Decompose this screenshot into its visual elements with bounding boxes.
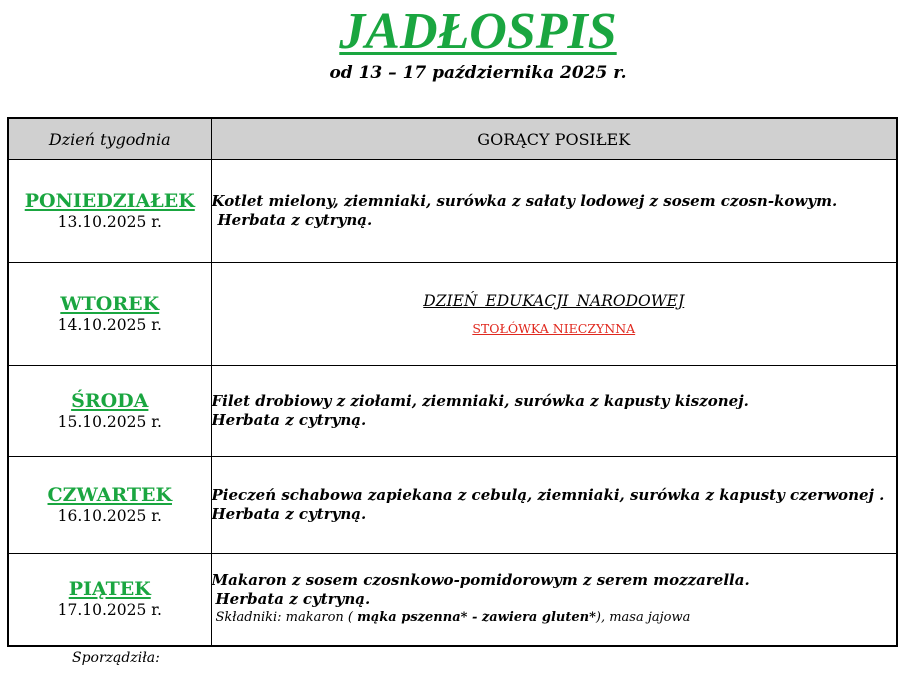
page-title: JADŁOSPIS <box>339 3 617 60</box>
meal-cell <box>211 457 897 554</box>
menu-table <box>7 117 898 647</box>
day-name: ŚRODA <box>71 390 149 412</box>
day-name: PIĄTEK <box>68 578 151 601</box>
meal-description: Filet drobiowy z ziołami, ziemniaki, surówka z kapusty kiszonej. <box>211 392 749 410</box>
meal-description: Kotlet mielony, ziemniaki, surówka z sałaty lodowej z sosem czosn-kowym. <box>211 192 838 210</box>
meal-cell <box>211 554 897 646</box>
holiday-title: DZIEŃ EDUKACJI NARODOWEJ <box>423 292 685 310</box>
table-row <box>8 554 897 646</box>
day-name: WTOREK <box>60 293 160 315</box>
meal-description: Pieczeń schabowa zapiekana z cebulą, ziemniaki, surówka z kapusty czerwonej . <box>211 486 885 504</box>
meal-description: Makaron z sosem czosnkowo-pomidorowym z serem mozzarella. <box>211 571 750 590</box>
ingredients-prefix: Składniki: makaron ( <box>215 610 358 626</box>
ingredients-suffix: ), masa jajowa <box>595 610 691 626</box>
day-name: CZWARTEK <box>47 484 172 506</box>
day-cell <box>8 554 211 646</box>
meal-drink: Herbata z cytryną. <box>211 505 367 523</box>
ingredients-allergen: mąka pszenna* - zawiera gluten* <box>357 610 596 626</box>
meal-cell <box>211 263 897 366</box>
canteen-closed-notice: STOŁÓWKA NIECZYNNA <box>472 321 636 336</box>
day-cell <box>8 366 211 457</box>
table-row <box>8 160 897 263</box>
ingredients-note <box>216 609 897 627</box>
day-date: 15.10.2025 r. <box>57 413 162 431</box>
day-name: PONIEDZIAŁEK <box>24 190 195 212</box>
day-date: 14.10.2025 r. <box>57 316 162 334</box>
header-meal: GORĄCY POSIŁEK <box>211 118 897 160</box>
header-day: Dzień tygodnia <box>8 118 211 160</box>
meal-drink: Herbata z cytryną. <box>211 411 367 429</box>
header-row <box>8 118 897 160</box>
day-cell <box>8 457 211 554</box>
meal-cell <box>211 160 897 263</box>
table-row <box>8 263 897 366</box>
meal-cell <box>211 366 897 457</box>
day-cell <box>8 263 211 366</box>
table-row <box>8 457 897 554</box>
meal-drink: Herbata z cytryną. <box>217 211 373 229</box>
day-date: 17.10.2025 r. <box>57 601 162 620</box>
prepared-by-label: Sporządziła: <box>72 650 160 666</box>
table-row <box>8 366 897 457</box>
day-date: 13.10.2025 r. <box>57 213 162 231</box>
day-date: 16.10.2025 r. <box>57 507 162 525</box>
meal-drink: Herbata z cytryną. <box>215 590 371 609</box>
day-cell <box>8 160 211 263</box>
date-range: od 13 – 17 października 2025 r. <box>329 63 627 83</box>
